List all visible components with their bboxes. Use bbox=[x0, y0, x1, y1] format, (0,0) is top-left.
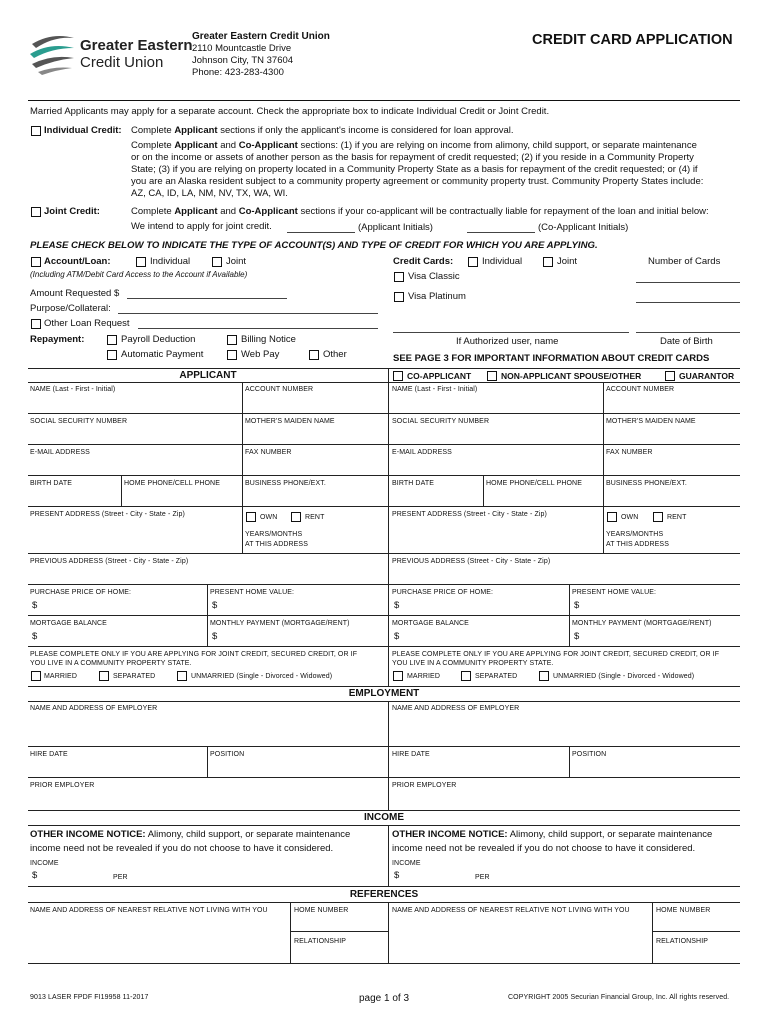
grid-vline bbox=[603, 382, 604, 506]
nonapplicant-checkbox[interactable] bbox=[487, 371, 497, 381]
applicant-initials-line[interactable] bbox=[287, 232, 355, 233]
co-years-months-label2: AT THIS ADDRESS bbox=[606, 541, 669, 548]
co-ssn-label: SOCIAL SECURITY NUMBER bbox=[392, 418, 490, 425]
co-maiden-label: MOTHER'S MAIDEN NAME bbox=[606, 418, 696, 425]
grid-line bbox=[28, 475, 740, 476]
years-months-label2: AT THIS ADDRESS bbox=[245, 541, 308, 548]
grid-line bbox=[28, 413, 740, 414]
individual-p2-line4: you are an Alaska resident subject to a community property agreement or community property trust. Community Property States include: bbox=[131, 176, 704, 187]
text: sections: (1) if you are relying on income from alimony, child support, or separate maintenance bbox=[297, 140, 697, 151]
amount-requested-input[interactable] bbox=[127, 298, 287, 299]
individual-p2-line2: or on the income or assets of another person as the basis for repayment of credit requested; (2) if you reside in a Community Property bbox=[131, 152, 694, 163]
grid-line bbox=[28, 444, 740, 445]
co-business-phone-label: BUSINESS PHONE/EXT. bbox=[606, 480, 687, 487]
own-checkbox[interactable] bbox=[246, 512, 256, 522]
grid-line bbox=[28, 615, 740, 616]
text: Applicant bbox=[174, 125, 218, 136]
community-note2: YOU LIVE IN A COMMUNITY PROPERTY STATE. bbox=[30, 660, 192, 667]
co-name-label: NAME (Last - First - Initial) bbox=[392, 386, 478, 393]
employment-title: EMPLOYMENT bbox=[348, 688, 420, 699]
visa-platinum-count-input[interactable] bbox=[636, 302, 740, 303]
co-email-label: E-MAIL ADDRESS bbox=[392, 449, 452, 456]
amount-requested-label: Amount Requested $ bbox=[30, 288, 120, 299]
grid-line bbox=[28, 746, 740, 747]
visa-platinum-checkbox[interactable] bbox=[394, 292, 404, 302]
community-note1: PLEASE COMPLETE ONLY IF YOU ARE APPLYING FOR JOINT CREDIT, SECURED CREDIT, OR IF bbox=[30, 651, 358, 658]
text: Alimony, child support, or separate maintenance bbox=[145, 829, 351, 840]
co-home-phone-label: HOME PHONE/CELL PHONE bbox=[486, 480, 582, 487]
billing-label: Billing Notice bbox=[241, 334, 296, 345]
co-purchase-price-dollar: $ bbox=[394, 600, 400, 611]
number-of-cards-label: Number of Cards bbox=[648, 256, 721, 267]
grid-line bbox=[28, 886, 740, 887]
grid-vline bbox=[207, 746, 208, 777]
logo-swoosh-icon bbox=[28, 30, 78, 76]
purchase-price-dollar: $ bbox=[32, 600, 38, 611]
other-loan-checkbox[interactable] bbox=[31, 319, 41, 329]
text: and bbox=[217, 206, 239, 217]
co-income-dollar: $ bbox=[394, 870, 400, 881]
co-relationship-label: RELATIONSHIP bbox=[656, 938, 709, 945]
grid-vline bbox=[388, 902, 389, 963]
payroll-label: Payroll Deduction bbox=[121, 334, 196, 345]
home-number-label: HOME NUMBER bbox=[294, 907, 349, 914]
married-note: Married Applicants may apply for a separate account. Check the appropriate box to indicate Individual Credit or Joint Credit. bbox=[30, 106, 550, 117]
text: OTHER INCOME NOTICE: bbox=[30, 829, 146, 840]
applicant-initials-label: (Applicant Initials) bbox=[358, 222, 433, 233]
present-address-label: PRESENT ADDRESS (Street - City - State - Zip) bbox=[30, 511, 185, 518]
relative-label: NAME AND ADDRESS OF NEAREST RELATIVE NOT LIVING WITH YOU bbox=[30, 907, 268, 914]
hire-date-label: HIRE DATE bbox=[30, 751, 68, 758]
grid-vline bbox=[483, 475, 484, 506]
present-value-label: PRESENT HOME VALUE: bbox=[210, 589, 295, 596]
org-name: Greater Eastern Credit Union bbox=[192, 31, 330, 42]
individual-credit-checkbox[interactable] bbox=[31, 126, 41, 136]
account-loan-checkbox[interactable] bbox=[31, 257, 41, 267]
atm-note: (Including ATM/Debit Card Access to the Account if Available) bbox=[30, 270, 248, 279]
grid-line bbox=[28, 963, 740, 964]
grid-line bbox=[28, 368, 740, 369]
unmarried-label: UNMARRIED (Single - Divorced - Widowed) bbox=[191, 673, 333, 680]
grid-vline bbox=[242, 506, 243, 553]
guarantor-checkbox[interactable] bbox=[665, 371, 675, 381]
income-per: PER bbox=[113, 874, 128, 881]
previous-address-label: PREVIOUS ADDRESS (Street - City - State - Zip) bbox=[30, 558, 189, 565]
purchase-price-label: PURCHASE PRICE OF HOME: bbox=[30, 589, 132, 596]
relationship-label: RELATIONSHIP bbox=[294, 938, 347, 945]
income-notice-line2: income need not be revealed if you do not choose to have it considered. bbox=[30, 843, 334, 854]
other-repayment-checkbox[interactable] bbox=[309, 350, 319, 360]
married-label: MARRIED bbox=[44, 673, 77, 680]
credit-cards-label: Credit Cards: bbox=[393, 256, 454, 267]
grid-line bbox=[28, 646, 740, 647]
monthly-payment-label: MONTHLY PAYMENT (MORTGAGE/RENT) bbox=[210, 620, 350, 627]
separated-label: SEPARATED bbox=[113, 673, 156, 680]
co-relative-label: NAME AND ADDRESS OF NEAREST RELATIVE NOT LIVING WITH YOU bbox=[392, 907, 630, 914]
co-employer-label: NAME AND ADDRESS OF EMPLOYER bbox=[392, 705, 520, 712]
individual-credit-label: Individual Credit: bbox=[44, 125, 122, 136]
ssn-label: SOCIAL SECURITY NUMBER bbox=[30, 418, 128, 425]
org-phone: Phone: 423-283-4300 bbox=[192, 67, 284, 78]
co-prior-employer-label: PRIOR EMPLOYER bbox=[392, 782, 457, 789]
mortgage-balance-dollar: $ bbox=[32, 631, 38, 642]
coapplicant-checkbox[interactable] bbox=[393, 371, 403, 381]
other-loan-input[interactable] bbox=[138, 328, 378, 329]
co-account-number-label: ACCOUNT NUMBER bbox=[606, 386, 675, 393]
position-label: POSITION bbox=[210, 751, 245, 758]
co-position-label: POSITION bbox=[572, 751, 607, 758]
grid-vline bbox=[569, 584, 570, 646]
co-birth-label: BIRTH DATE bbox=[392, 480, 434, 487]
individual-p2 bbox=[131, 140, 697, 151]
purpose-label: Purpose/Collateral: bbox=[30, 303, 111, 314]
applicant-title: APPLICANT bbox=[179, 370, 237, 381]
co-present-address-label: PRESENT ADDRESS (Street - City - State - Zip) bbox=[392, 511, 547, 518]
co-present-value-label: PRESENT HOME VALUE: bbox=[572, 589, 657, 596]
text: sections if only the applicant's income is considered for loan approval. bbox=[217, 125, 514, 136]
income-title: INCOME bbox=[364, 812, 404, 823]
guarantor-label: GUARANTOR bbox=[679, 371, 735, 381]
joint-intend: We intend to apply for joint credit. bbox=[131, 221, 272, 232]
grid-vline bbox=[207, 584, 208, 646]
text: Complete bbox=[131, 206, 175, 217]
billing-checkbox[interactable] bbox=[227, 335, 237, 345]
co-years-months-label: YEARS/MONTHS bbox=[606, 531, 664, 538]
grid-line bbox=[28, 584, 740, 585]
automatic-checkbox[interactable] bbox=[107, 350, 117, 360]
rent-label: RENT bbox=[305, 514, 325, 521]
account-type-heading: PLEASE CHECK BELOW TO INDICATE THE TYPE OF ACCOUNT(S) AND TYPE OF CREDIT FOR WHICH YOU ARE APPLYING. bbox=[30, 240, 598, 251]
page-number: page 1 of 3 bbox=[359, 993, 410, 1004]
grid-vline bbox=[121, 475, 122, 506]
logo-text-line1: Greater Eastern bbox=[80, 37, 193, 54]
individual-p2-line3: State; (3) if you are relying on property located in a Community Property State as a basis for repayment of the credit requested; or (4) if bbox=[131, 164, 698, 175]
co-home-number-label: HOME NUMBER bbox=[656, 907, 711, 914]
text: Applicant bbox=[174, 140, 218, 151]
account-individual-checkbox[interactable] bbox=[136, 257, 146, 267]
other-loan-label: Other Loan Request bbox=[44, 318, 130, 329]
authorized-user-input[interactable] bbox=[393, 332, 629, 333]
authorized-dob-input[interactable] bbox=[636, 332, 740, 333]
own-label: OWN bbox=[260, 514, 278, 521]
center-divider bbox=[388, 368, 389, 686]
references-title: REFERENCES bbox=[349, 889, 419, 900]
co-income-notice-line2: income need not be revealed if you do not choose to have it considered. bbox=[392, 843, 696, 854]
co-own-label: OWN bbox=[621, 514, 639, 521]
grid-vline bbox=[388, 825, 389, 886]
text: Complete bbox=[131, 125, 175, 136]
grid-vline bbox=[388, 701, 389, 810]
visa-platinum-label: Visa Platinum bbox=[408, 291, 466, 302]
org-address1: 2110 Mountcastle Drive bbox=[192, 43, 292, 54]
co-monthly-payment-label: MONTHLY PAYMENT (MORTGAGE/RENT) bbox=[572, 620, 712, 627]
years-months-label: YEARS/MONTHS bbox=[245, 531, 303, 538]
separated-checkbox[interactable] bbox=[99, 671, 109, 681]
header-divider bbox=[28, 100, 740, 101]
account-loan-label: Account/Loan: bbox=[44, 256, 111, 267]
co-separated-checkbox[interactable] bbox=[461, 671, 471, 681]
income-dollar: $ bbox=[32, 870, 38, 881]
grid-line bbox=[28, 777, 740, 778]
co-married-label: MARRIED bbox=[407, 673, 440, 680]
co-unmarried-checkbox[interactable] bbox=[539, 671, 549, 681]
authorized-user-label: If Authorized user, name bbox=[456, 336, 559, 347]
income-label: INCOME bbox=[30, 860, 59, 867]
coapplicant-initials-line[interactable] bbox=[467, 232, 535, 233]
coapplicant-initials-label: (Co-Applicant Initials) bbox=[538, 222, 629, 233]
prior-employer-label: PRIOR EMPLOYER bbox=[30, 782, 95, 789]
webpay-label: Web Pay bbox=[241, 349, 280, 360]
married-checkbox[interactable] bbox=[31, 671, 41, 681]
dob-label: Date of Birth bbox=[660, 336, 713, 347]
name-label: NAME (Last - First - Initial) bbox=[30, 386, 116, 393]
account-individual-label: Individual bbox=[150, 256, 191, 267]
co-fax-label: FAX NUMBER bbox=[606, 449, 653, 456]
co-married-checkbox[interactable] bbox=[393, 671, 403, 681]
grid-line bbox=[28, 553, 740, 554]
birth-label: BIRTH DATE bbox=[30, 480, 72, 487]
grid-vline bbox=[652, 902, 653, 963]
co-monthly-payment-dollar: $ bbox=[574, 631, 580, 642]
cc-joint-label: Joint bbox=[557, 256, 578, 267]
grid-line bbox=[28, 810, 740, 811]
rent-checkbox[interactable] bbox=[291, 512, 301, 522]
text: Co-Applicant bbox=[238, 140, 298, 151]
monthly-payment-dollar: $ bbox=[212, 631, 218, 642]
text: Applicant bbox=[174, 206, 218, 217]
co-purchase-price-label: PURCHASE PRICE OF HOME: bbox=[392, 589, 494, 596]
grid-vline bbox=[290, 902, 291, 963]
co-previous-address-label: PREVIOUS ADDRESS (Street - City - State - Zip) bbox=[392, 558, 551, 565]
automatic-label: Automatic Payment bbox=[121, 349, 204, 360]
account-joint-label: Joint bbox=[226, 256, 247, 267]
grid-vline bbox=[569, 746, 570, 777]
business-phone-label: BUSINESS PHONE/EXT. bbox=[245, 480, 326, 487]
account-number-label: ACCOUNT NUMBER bbox=[245, 386, 314, 393]
grid-line bbox=[28, 686, 740, 687]
co-hire-date-label: HIRE DATE bbox=[392, 751, 430, 758]
co-unmarried-label: UNMARRIED (Single - Divorced - Widowed) bbox=[553, 673, 695, 680]
co-mortgage-balance-label: MORTGAGE BALANCE bbox=[392, 620, 469, 627]
present-value-dollar: $ bbox=[212, 600, 218, 611]
co-mortgage-balance-dollar: $ bbox=[394, 631, 400, 642]
mortgage-balance-label: MORTGAGE BALANCE bbox=[30, 620, 107, 627]
cc-individual-checkbox[interactable] bbox=[468, 257, 478, 267]
logo bbox=[28, 30, 193, 78]
other-repayment-label: Other bbox=[323, 349, 347, 360]
org-address2: Johnson City, TN 37604 bbox=[192, 55, 294, 66]
text: Co-Applicant bbox=[238, 206, 298, 217]
grid-line bbox=[28, 825, 740, 826]
visa-classic-count-input[interactable] bbox=[636, 282, 740, 283]
account-joint-checkbox[interactable] bbox=[212, 257, 222, 267]
text: OTHER INCOME NOTICE: bbox=[392, 829, 508, 840]
joint-credit-label: Joint Credit: bbox=[44, 206, 100, 217]
form-title: CREDIT CARD APPLICATION bbox=[532, 32, 733, 48]
individual-p2-line5: AZ, CA, ID, LA, NM, NV, TX, WA, WI. bbox=[131, 188, 288, 199]
co-income-label: INCOME bbox=[392, 860, 421, 867]
employer-label: NAME AND ADDRESS OF EMPLOYER bbox=[30, 705, 158, 712]
co-rent-checkbox[interactable] bbox=[653, 512, 663, 522]
co-present-value-dollar: $ bbox=[574, 600, 580, 611]
grid-line bbox=[28, 382, 740, 383]
income-notice bbox=[30, 829, 350, 840]
grid-line bbox=[290, 931, 388, 932]
joint-p1 bbox=[131, 206, 709, 217]
co-income-per: PER bbox=[475, 874, 490, 881]
co-income-notice bbox=[392, 829, 712, 840]
coapplicant-label: CO-APPLICANT bbox=[407, 371, 472, 381]
home-phone-label: HOME PHONE/CELL PHONE bbox=[124, 480, 220, 487]
text: Complete bbox=[131, 140, 175, 151]
co-community-note1: PLEASE COMPLETE ONLY IF YOU ARE APPLYING FOR JOINT CREDIT, SECURED CREDIT, OR IF bbox=[392, 651, 720, 658]
grid-line bbox=[28, 701, 740, 702]
repayment-label: Repayment: bbox=[30, 334, 85, 345]
co-own-checkbox[interactable] bbox=[607, 512, 617, 522]
form-code: 9013 LASER FPDF FI19958 11-2017 bbox=[30, 994, 149, 1001]
co-separated-label: SEPARATED bbox=[475, 673, 518, 680]
fax-label: FAX NUMBER bbox=[245, 449, 292, 456]
text: and bbox=[217, 140, 239, 151]
co-community-note2: YOU LIVE IN A COMMUNITY PROPERTY STATE. bbox=[392, 660, 554, 667]
visa-classic-checkbox[interactable] bbox=[394, 272, 404, 282]
unmarried-checkbox[interactable] bbox=[177, 671, 187, 681]
grid-vline bbox=[603, 506, 604, 553]
purpose-input[interactable] bbox=[118, 313, 378, 314]
logo-text-line2: Credit Union bbox=[80, 54, 164, 71]
grid-line bbox=[28, 506, 740, 507]
webpay-checkbox[interactable] bbox=[227, 350, 237, 360]
text: sections if your co-applicant will be contractually liable for repayment of the loan and initial below: bbox=[297, 206, 709, 217]
grid-line bbox=[28, 902, 740, 903]
individual-p1 bbox=[131, 125, 514, 136]
cc-joint-checkbox[interactable] bbox=[543, 257, 553, 267]
payroll-checkbox[interactable] bbox=[107, 335, 117, 345]
see-page3-note: SEE PAGE 3 FOR IMPORTANT INFORMATION ABOUT CREDIT CARDS bbox=[393, 353, 710, 364]
visa-classic-label: Visa Classic bbox=[408, 271, 460, 282]
grid-vline bbox=[242, 382, 243, 506]
email-label: E-MAIL ADDRESS bbox=[30, 449, 90, 456]
cc-individual-label: Individual bbox=[482, 256, 523, 267]
text: Alimony, child support, or separate maintenance bbox=[507, 829, 713, 840]
copyright: COPYRIGHT 2005 Securian Financial Group, Inc. All rights reserved. bbox=[508, 994, 730, 1001]
joint-credit-checkbox[interactable] bbox=[31, 207, 41, 217]
co-rent-label: RENT bbox=[667, 514, 687, 521]
grid-line bbox=[652, 931, 740, 932]
maiden-label: MOTHER'S MAIDEN NAME bbox=[245, 418, 335, 425]
nonapplicant-label: NON-APPLICANT SPOUSE/OTHER bbox=[501, 371, 642, 381]
